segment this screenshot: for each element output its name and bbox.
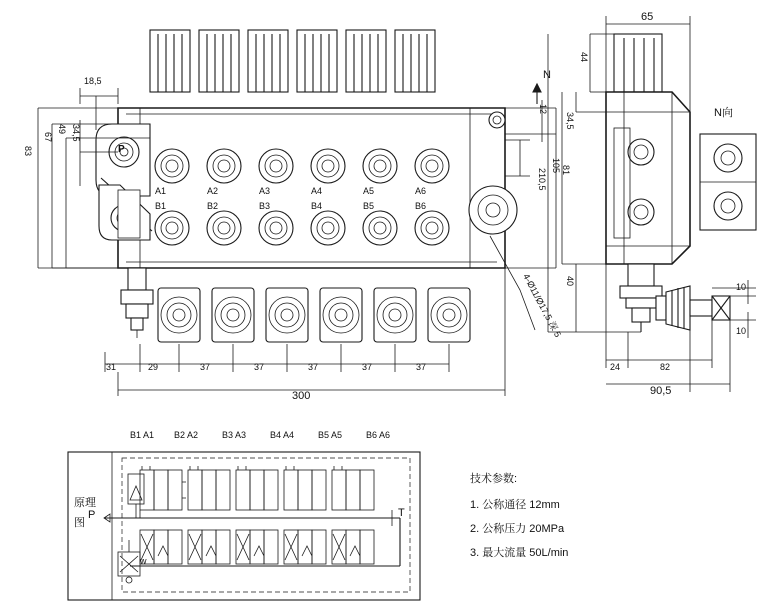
dim-82: 82 [660,362,671,372]
dim-83: 83 [23,146,33,157]
dim-12: 12 [538,104,548,115]
n-direction-view [700,134,756,230]
dim-18-5: 18,5 [84,76,102,86]
dim-300: 300 [292,390,311,402]
port-label-a2: A2 [207,186,219,196]
port-label-a6: A6 [415,186,427,196]
dim-40: 40 [565,276,575,287]
schematic-caption-line2: 图 [74,517,85,529]
port-label-b2: B2 [207,201,219,211]
port-label-b6: B6 [415,201,427,211]
hole-note: 4-Ø11/Ø17,5 深 5 [521,272,564,339]
view-label-n-direction: N向 [714,107,733,119]
spec-item-1: 1. 公称通径 12mm [470,499,560,511]
schematic-ports-5: B5 A5 [318,430,343,440]
side-view-group [606,34,756,332]
dim-67: 67 [43,132,53,143]
dim-37-3: 37 [308,362,319,372]
dim-31: 31 [106,362,117,372]
schematic-ports-2: B2 A2 [174,430,199,440]
port-label-b1: B1 [155,201,167,211]
dim-210-5: 210,5 [537,168,547,191]
dim-34-5-side: 34,5 [565,112,575,130]
dim-10-bottom: 10 [736,326,747,336]
port-label-b5: B5 [363,201,375,211]
section-arrow-n [533,84,541,104]
dim-37-2: 37 [254,362,265,372]
port-label-a3: A3 [259,186,271,196]
dim-37-1: 37 [200,362,211,372]
dim-90-5: 90,5 [650,385,672,397]
schematic-port-t: T [398,507,405,519]
specs-heading: 技术参数: [470,473,518,485]
schematic-port-p: P [88,509,96,521]
dim-24: 24 [610,362,621,372]
dim-65: 65 [641,11,654,23]
port-label-b4: B4 [311,201,323,211]
spec-item-2: 2. 公称压力 20MPa [470,523,565,535]
dim-105: 105 [551,158,561,174]
dim-10-top: 10 [736,282,747,292]
dim-37-5: 37 [416,362,427,372]
port-label-b3: B3 [259,201,271,211]
schematic-group [68,452,420,600]
dim-29: 29 [148,362,159,372]
spec-item-3: 3. 最大流量 50L/min [470,547,569,559]
port-label-a5: A5 [363,186,375,196]
schematic-caption-line1: 原理 [74,497,96,509]
section-label-n: N [543,69,551,81]
schematic-ports-6: B6 A6 [366,430,391,440]
port-label-a1: A1 [155,186,167,196]
dim-37-4: 37 [362,362,373,372]
schematic-drain-label: w [140,556,147,566]
dim-34-5: 34,5 [71,124,81,142]
port-label-a4: A4 [311,186,323,196]
dim-49: 49 [57,124,67,135]
dim-81: 81 [561,165,571,176]
dim-44: 44 [579,52,589,63]
schematic-ports-1: B1 A1 [130,430,155,440]
schematic-ports-4: B4 A4 [270,430,295,440]
schematic-ports-3: B3 A3 [222,430,247,440]
port-label-p-top: P [118,144,125,155]
